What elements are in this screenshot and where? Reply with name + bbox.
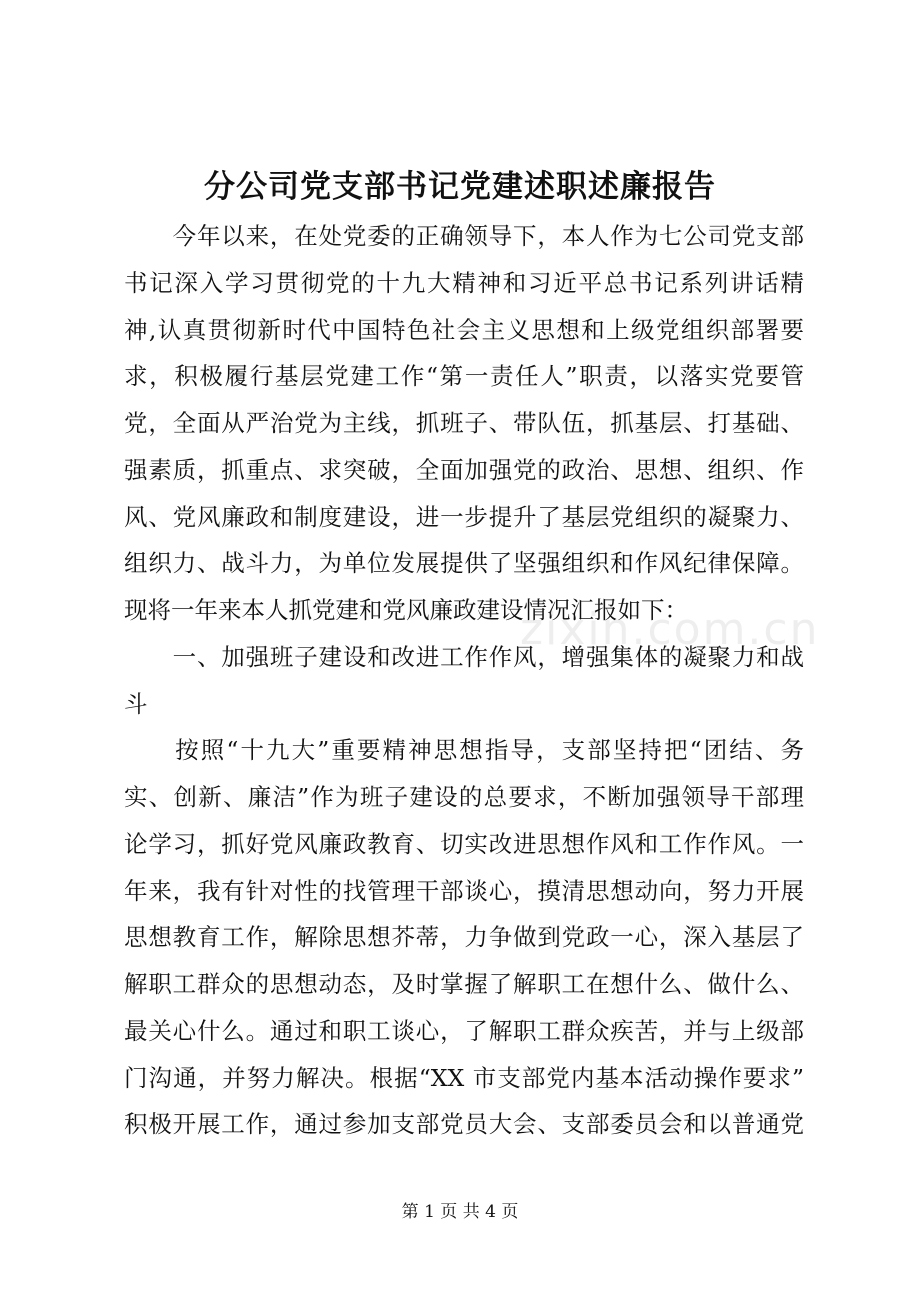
body-line: 现将一年来本人抓党建和党风廉政建设情况汇报如下： [124, 596, 688, 624]
body-line: 最关心什么。通过和职工谈心，了解职工群众疾苦，并与上级部 [124, 1016, 804, 1045]
body-line: 强素质，抓重点、求突破，全面加强党的政治、思想、组织、作 [124, 455, 804, 484]
document-body [124, 213, 804, 1148]
body-line: 党，全面从严治党为主线，抓班子、带队伍，抓基层、打基础、 [124, 409, 804, 437]
body-line: 求，积极履行基层党建工作“第一责任人”职责，以落实党要管 [124, 362, 804, 391]
body-line: 论学习，抓好党风廉政教育、切实改进思想作风和工作作风。一 [124, 829, 804, 858]
body-line: 年来，我有针对性的找管理干部谈心，摸清思想动向，努力开展 [124, 876, 804, 905]
section-heading-line: 斗 [124, 689, 148, 718]
body-line: 书记深入学习贯彻党的十九大精神和习近平总书记系列讲话精 [124, 268, 804, 297]
watermark: zixin.com.cn [520, 604, 820, 655]
body-line: 积极开展工作，通过参加支部党员大会、支部委员会和以普通党 [124, 1110, 804, 1139]
body-line: 风、党风廉政和制度建设，进一步提升了基层党组织的凝聚力、 [124, 502, 804, 531]
page-footer: 第 1 页 共 4 页 [401, 1202, 519, 1222]
body-line: 神,认真贯彻新时代中国特色社会主义思想和上级党组织部署要 [124, 315, 804, 344]
body-line: 解职工群众的思想动态，及时掌握了解职工在想什么、做什么、 [124, 970, 804, 998]
document-title: 分公司党支部书记党建述职述廉报告 [204, 169, 716, 205]
body-line: 实、创新、廉洁”作为班子建设的总要求，不断加强领导干部理 [124, 783, 804, 811]
body-line: 组织力、战斗力，为单位发展提供了坚强组织和作风纪律保障。 [124, 549, 804, 578]
body-line: 今年以来，在处党委的正确领导下，本人作为七公司党支部 [124, 222, 804, 250]
section-heading-line: 一、加强班子建设和改进工作作风，增强集体的凝聚力和战 [124, 642, 804, 671]
body-line: 门沟通，并努力解决。根据“XX 市支部党内基本活动操作要求” [124, 1063, 804, 1092]
body-line: 思想教育工作，解除思想芥蒂，力争做到党政一心，深入基层了 [124, 923, 804, 952]
body-line: 按照“十九大”重要精神思想指导，支部坚持把“团结、务 [124, 736, 804, 765]
